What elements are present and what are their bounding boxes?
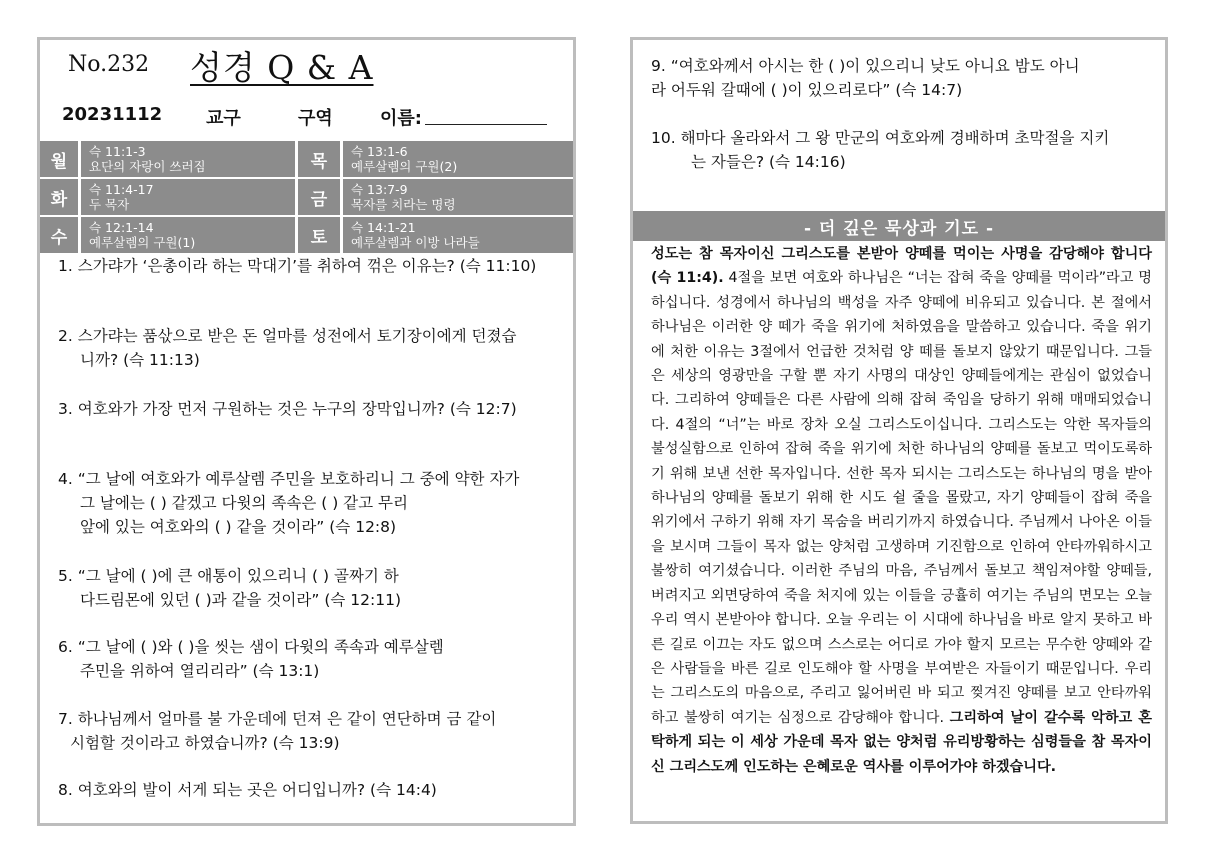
- schedule-day: 월: [40, 141, 78, 177]
- question-10: [651, 126, 1151, 174]
- question-text: 1. 스가랴가 ‘은총이라 하는 막대기’를 취하여 꺾은 이유는? (슥 11:10): [58, 257, 537, 275]
- question-text: 5. “그 날에 ( )에 큰 애통이 있으리니 ( ) 골짜기 하: [58, 567, 399, 585]
- question-text: 시험할 것이라고 하였습니까? (슥 13:9): [70, 734, 340, 752]
- meditation-text: 4절을 보면 여호와 하나님은 “너는 잡혀 죽을 양떼를 먹이라”라고 명하십니다. 성경에서 하나님의 백성을 자주 양떼에 비유되고 있습니다. 본 절에서 하나님은 이러한 양 떼가 죽을 위기에 처하였음을 말씀하고 있습니다. 죽을 위기에 처한 이유는 3절에서 언급한 것처럼 양 떼를 돌보지 않았기 때문입니다. 그들은 세상의 영광만을 구할 뿐 자기 사명의 대상인 양떼들에게는 관심이 없었습니다. 그리하여 양떼들은 다른 사람에 의해 잡혀 죽임을 당하기 위해 매매되었습니다. 4절의 “너”는 바로 장차 오실 그리스도이십니다. 그리스도는 악한 목자들의 불성실함으로 인하여 잡혀 죽을 위기에 처한 하나님의 양떼를 돌보고 먹이도록하기 위해 보낸 선한 목자입니다. 선한 목자 되시는 그리스도는 하나님의 명을 받아 하나님의 양떼를 돌보기 위해 한 시도 쉴 줄을 몰랐고, 자기 양떼들이 잡혀 죽을 위기에서 구하기 위해 자기 목숨을 버리기까지 하였습니다. 주님께서 나아온 이들을 보시며 그들이 목자 없는 양처럼 고생하며 기진함으로 인하여 안타까워하시고 불쌍히 여기셨습니다. 이러한 주님의 마음, 주님께서 돌보고 책임져야할 양떼들, 버려지고 외면당하여 죽을 처지에 있는 이들을 긍휼히 여기는 주님의 면모는 오늘 우리 역시 본받아야 합니다. 오늘 우리는 이 시대에 하나님을 바로 알지 못하고 바른 길로 이끄는 자도 없으며 스스로는 어디로 가야 할지 모르는 무수한 양떼와 같은 사람들을 바른 길로 인도해야 할 사명을 부여받은 자들이기 때문입니다. 우리는 그리스도의 마음으로, 주리고 잃어버린 바 되고 찢겨진 양떼를 보고 안타까워하고 불쌍히 여기는 심정으로 감당해야 합니다.: [651, 270, 1153, 726]
- schedule-reading: [343, 179, 573, 215]
- schedule-topic: 예루살렘과 이방 나라들: [351, 235, 480, 250]
- reading-schedule: [40, 141, 573, 254]
- right-page: [630, 37, 1168, 824]
- left-page: [37, 37, 576, 826]
- schedule-reading: [81, 217, 295, 253]
- schedule-topic: 두 목자: [89, 197, 130, 212]
- question-4: [58, 467, 558, 539]
- schedule-row: [40, 217, 573, 253]
- schedule-topic: 예루살렘의 구원(1): [89, 235, 196, 250]
- question-text: 니까? (슥 11:13): [80, 351, 200, 369]
- schedule-day: 토: [298, 217, 340, 253]
- question-text: 6. “그 날에 ( )와 ( )을 씻는 샘이 다윗의 족속과 예루살렘: [58, 638, 444, 656]
- schedule-reading: [343, 141, 573, 177]
- issue-number: No.232: [68, 52, 150, 77]
- schedule-reading: [81, 179, 295, 215]
- schedule-ref: 슥 11:1-3: [89, 144, 146, 159]
- question-1: [58, 254, 558, 278]
- schedule-row: [40, 141, 573, 177]
- question-3: [58, 397, 558, 421]
- question-text: 10. 해마다 올라와서 그 왕 만군의 여호와께 경배하며 초막절을 지키: [651, 129, 1110, 147]
- schedule-day: 금: [298, 179, 340, 215]
- question-text: 그 날에는 ( ) 같겠고 다윗의 족속은 ( ) 같고 무리: [80, 494, 409, 512]
- schedule-ref: 슥 11:4-17: [89, 182, 154, 197]
- schedule-reading: [81, 141, 295, 177]
- question-7: [58, 707, 558, 755]
- schedule-ref: 슥 13:1-6: [351, 144, 408, 159]
- question-9: [651, 54, 1151, 102]
- section-label: 구역: [298, 108, 333, 129]
- question-text: 라 어두워 갈때에 ( )이 있으리로다” (슥 14:7): [651, 81, 963, 99]
- meditation-closing: 그리하여 날이 갈수록 악하고 혼탁하게 되는 이 세상 가운데 목자 없는 양처럼 유리방황하는 심령들을 참 목자이신 그리스도께 인도하는 은혜로운 역사를 이루어가야 하겠습니다.: [651, 709, 1152, 775]
- meditation-intro: 성도는 참 목자이신 그리스도를 본받아 양떼를 먹이는 사명을 감당해야 합니다 (슥 11:4).: [651, 246, 1152, 287]
- meditation-body: [651, 242, 1152, 779]
- schedule-topic: 목자를 치라는 명령: [351, 197, 456, 212]
- question-text: 2. 스가랴는 품삯으로 받은 돈 얼마를 성전에서 토기장이에게 던졌습: [58, 327, 517, 345]
- question-text: 8. 여호와의 발이 서게 되는 곳은 어디입니까? (슥 14:4): [58, 781, 437, 799]
- question-text: 9. “여호와께서 아시는 한 ( )이 있으리니 낮도 아니요 밤도 아니: [651, 57, 1080, 75]
- schedule-day: 화: [40, 179, 78, 215]
- question-text: 는 자들은? (슥 14:16): [691, 153, 846, 171]
- schedule-row: [40, 179, 573, 215]
- question-text: 앞에 있는 여호와의 ( ) 같을 것이라” (슥 12:8): [80, 518, 397, 536]
- name-blank-line: [425, 124, 547, 125]
- district-label: 교구: [206, 108, 241, 129]
- question-text: 주민을 위하여 열리리라” (슥 13:1): [80, 662, 320, 680]
- question-text: 다드림몬에 있던 ( )과 같을 것이라” (슥 12:11): [80, 591, 401, 609]
- question-5: [58, 564, 558, 612]
- name-label: 이름:: [380, 108, 422, 129]
- question-8: [58, 778, 558, 802]
- question-6: [58, 635, 558, 683]
- question-text: 4. “그 날에 여호와가 예루살렘 주민을 보호하리니 그 중에 약한 자가: [58, 470, 520, 488]
- question-text: 7. 하나님께서 얼마를 불 가운데에 던져 은 같이 연단하며 금 같이: [58, 710, 497, 728]
- schedule-day: 목: [298, 141, 340, 177]
- date: 20231112: [62, 104, 163, 125]
- schedule-ref: 슥 12:1-14: [89, 220, 154, 235]
- schedule-ref: 슥 14:1-21: [351, 220, 416, 235]
- schedule-topic: 요단의 자랑이 쓰러짐: [89, 159, 206, 174]
- schedule-ref: 슥 13:7-9: [351, 182, 408, 197]
- question-2: [58, 324, 558, 372]
- schedule-topic: 예루살렘의 구원(2): [351, 159, 458, 174]
- schedule-day: 수: [40, 217, 78, 253]
- question-text: 3. 여호와가 가장 먼저 구원하는 것은 누구의 장막입니까? (슥 12:7): [58, 400, 517, 418]
- meditation-heading: - 더 깊은 묵상과 기도 -: [633, 211, 1165, 241]
- page-title: 성경 Q & A: [190, 48, 374, 87]
- schedule-reading: [343, 217, 573, 253]
